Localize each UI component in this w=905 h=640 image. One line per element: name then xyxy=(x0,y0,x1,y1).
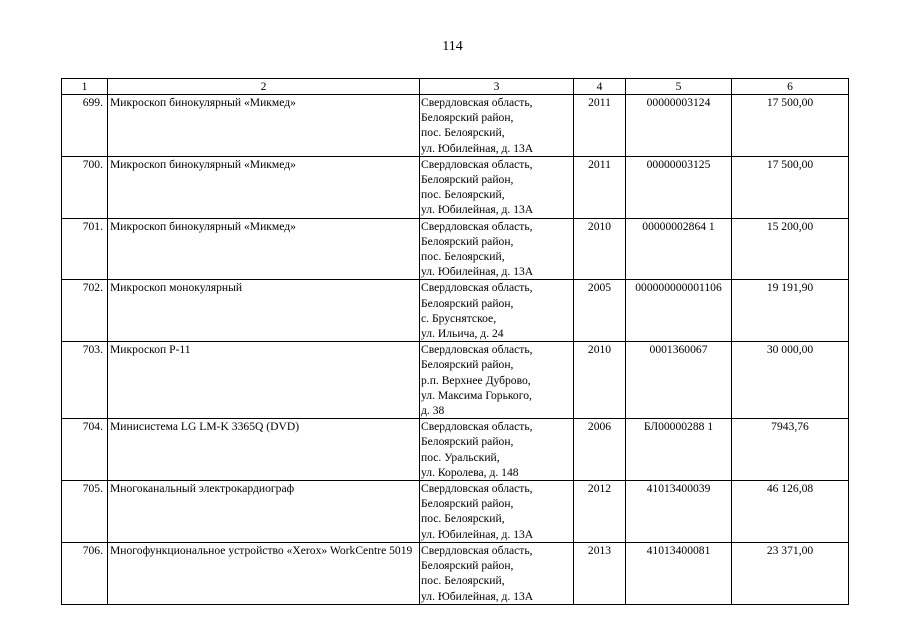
address-line: ул. Королева, д. 148 xyxy=(421,465,519,479)
address-line: с. Бруснятское, xyxy=(421,311,497,325)
address-line: Свердловская область, xyxy=(421,343,533,357)
address-line: пос. Белоярский, xyxy=(421,250,505,264)
address-line: Белоярский район, xyxy=(421,234,514,248)
item-name: Микроскоп монокулярный xyxy=(108,280,420,342)
row-number: 702. xyxy=(62,280,108,342)
table-row xyxy=(62,481,849,543)
header-row xyxy=(62,79,849,95)
address-line: Свердловская область, xyxy=(421,420,533,434)
address-line: ул. Ильича, д. 24 xyxy=(421,327,504,341)
item-address xyxy=(420,419,574,481)
item-value: 17 500,00 xyxy=(732,156,849,218)
inventory-code: 00000003125 xyxy=(626,156,732,218)
item-name: Многоканальный электрокардиограф xyxy=(108,481,420,543)
item-value: 17 500,00 xyxy=(732,95,849,157)
item-name: Микроскоп Р-11 xyxy=(108,342,420,419)
item-name: Многофункциональное устройство «Xerox» WorkCentre 5019 xyxy=(108,542,420,604)
item-name: Минисистема LG LM-K 3365Q (DVD) xyxy=(108,419,420,481)
item-address xyxy=(420,342,574,419)
address-line: ул. Юбилейная, д. 13А xyxy=(421,141,534,155)
inventory-code: 00000002864 1 xyxy=(626,218,732,280)
table-body xyxy=(62,95,849,605)
item-year: 2012 xyxy=(574,481,626,543)
inventory-code: 0001360067 xyxy=(626,342,732,419)
address-line: Свердловская область, xyxy=(421,543,533,557)
item-year: 2006 xyxy=(574,419,626,481)
item-year: 2005 xyxy=(574,280,626,342)
row-number: 704. xyxy=(62,419,108,481)
item-value: 7943,76 xyxy=(732,419,849,481)
table-row xyxy=(62,419,849,481)
column-header: 2 xyxy=(108,79,420,95)
address-line: р.п. Верхнее Дуброво, xyxy=(421,373,531,387)
address-line: пос. Белоярский, xyxy=(421,126,505,140)
address-line: пос. Белоярский, xyxy=(421,188,505,202)
address-line: ул. Максима Горького, xyxy=(421,388,532,402)
address-line: д. 38 xyxy=(421,404,445,418)
address-line: Свердловская область, xyxy=(421,96,533,109)
address-line: Свердловская область, xyxy=(421,281,533,295)
address-line: Белоярский район, xyxy=(421,111,514,125)
item-year: 2011 xyxy=(574,156,626,218)
column-header: 1 xyxy=(62,79,108,95)
column-header: 5 xyxy=(626,79,732,95)
row-number: 705. xyxy=(62,481,108,543)
address-line: пос. Уральский, xyxy=(421,450,500,464)
address-line: пос. Белоярский, xyxy=(421,512,505,526)
address-line: ул. Юбилейная, д. 13А xyxy=(421,203,534,217)
address-line: Свердловская область, xyxy=(421,219,533,233)
item-name: Микроскоп бинокулярный «Микмед» xyxy=(108,95,420,157)
address-line: Белоярский район, xyxy=(421,296,514,310)
item-name: Микроскоп бинокулярный «Микмед» xyxy=(108,156,420,218)
table-row xyxy=(62,542,849,604)
item-address xyxy=(420,156,574,218)
address-line: Свердловская область, xyxy=(421,482,533,496)
table-row xyxy=(62,342,849,419)
address-line: Белоярский район, xyxy=(421,173,514,187)
table-row xyxy=(62,280,849,342)
address-line: Белоярский район, xyxy=(421,497,514,511)
item-address xyxy=(420,218,574,280)
column-header: 3 xyxy=(420,79,574,95)
item-address xyxy=(420,542,574,604)
item-address xyxy=(420,95,574,157)
item-address xyxy=(420,481,574,543)
column-header: 4 xyxy=(574,79,626,95)
table-header xyxy=(62,79,849,95)
address-line: ул. Юбилейная, д. 13А xyxy=(421,589,534,603)
item-name: Микроскоп бинокулярный «Микмед» xyxy=(108,218,420,280)
column-header: 6 xyxy=(732,79,849,95)
row-number: 706. xyxy=(62,542,108,604)
item-year: 2011 xyxy=(574,95,626,157)
item-value: 30 000,00 xyxy=(732,342,849,419)
row-number: 700. xyxy=(62,156,108,218)
inventory-table xyxy=(61,78,849,605)
table-row xyxy=(62,156,849,218)
item-value: 15 200,00 xyxy=(732,218,849,280)
inventory-code: БЛ00000288 1 xyxy=(626,419,732,481)
page-number: 114 xyxy=(442,39,463,54)
address-line: ул. Юбилейная, д. 13А xyxy=(421,527,534,541)
item-year: 2010 xyxy=(574,342,626,419)
row-number: 703. xyxy=(62,342,108,419)
inventory-code: 00000003124 xyxy=(626,95,732,157)
address-line: Свердловская область, xyxy=(421,157,533,171)
item-address xyxy=(420,280,574,342)
item-value: 19 191,90 xyxy=(732,280,849,342)
table-row xyxy=(62,95,849,157)
address-line: ул. Юбилейная, д. 13А xyxy=(421,265,534,279)
inventory-code: 41013400039 xyxy=(626,481,732,543)
address-line: Белоярский район, xyxy=(421,435,514,449)
table-row xyxy=(62,218,849,280)
item-year: 2010 xyxy=(574,218,626,280)
row-number: 699. xyxy=(62,95,108,157)
item-value: 46 126,08 xyxy=(732,481,849,543)
inventory-code: 000000000001106 xyxy=(626,280,732,342)
item-year: 2013 xyxy=(574,542,626,604)
inventory-code: 41013400081 xyxy=(626,542,732,604)
row-number: 701. xyxy=(62,218,108,280)
address-line: Белоярский район, xyxy=(421,358,514,372)
address-line: пос. Белоярский, xyxy=(421,574,505,588)
item-value: 23 371,00 xyxy=(732,542,849,604)
address-line: Белоярский район, xyxy=(421,559,514,573)
